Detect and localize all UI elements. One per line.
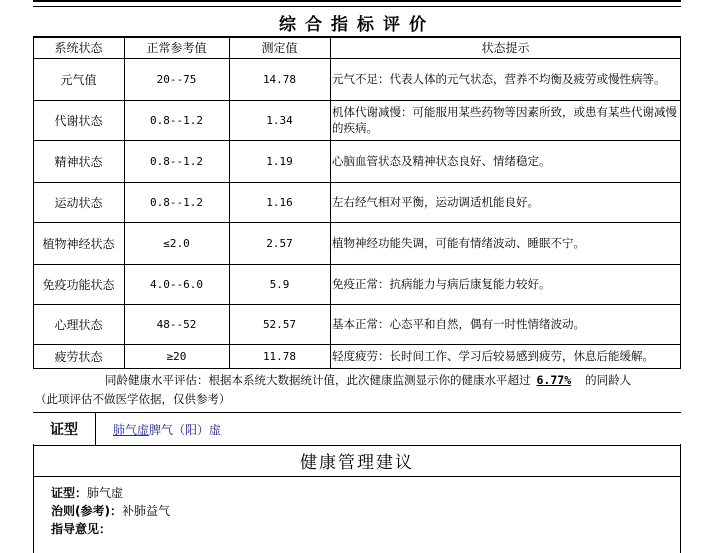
measured-value: 1.16 [266, 195, 293, 209]
syndrome-row [33, 412, 681, 446]
status-tip: 免疫正常：抗病能力与病后康复能力较好。 [332, 277, 551, 291]
measured-value: 52.57 [262, 317, 297, 331]
reference-value: ≤2.0 [163, 236, 190, 250]
system-name: 免疫功能状态 [42, 277, 115, 292]
reference-value: 0.8--1.2 [150, 154, 203, 168]
summary-note: （此项评估不做医学依据，仅供参考） [35, 392, 231, 406]
measured-value: 1.19 [266, 154, 293, 168]
measured-value: 1.34 [266, 113, 293, 127]
syndrome-link[interactable]: 肺气虚 [113, 422, 150, 437]
top-border [33, 0, 681, 2]
status-tip: 植物神经功能失调，可能有情绪波动、睡眠不宁。 [332, 236, 585, 250]
measured-value: 11.78 [262, 349, 297, 363]
reference-value: 48--52 [156, 317, 197, 331]
status-tip: 元气不足：代表人体的元气状态，营养不均衡及疲劳或慢性病等。 [332, 72, 666, 86]
reference-value: 4.0--6.0 [150, 277, 203, 291]
table-row-line [33, 368, 681, 369]
syndrome-value [113, 413, 221, 445]
status-tip: 机体代谢减慢：可能服用某些药物等因素所致，或患有某些代谢减慢的疾病。 [332, 105, 677, 135]
measured-value: 14.78 [262, 72, 297, 86]
report-frame [33, 0, 681, 553]
status-tip: 心脑血管状态及精神状态良好、情绪稳定。 [332, 154, 551, 168]
reference-value: 20--75 [156, 72, 197, 86]
column-header: 系统状态 [54, 40, 103, 55]
measured-value: 2.57 [266, 236, 293, 250]
measured-value: 5.9 [269, 277, 290, 291]
reference-value: 0.8--1.2 [150, 195, 203, 209]
advice-treatment-value: 补肺益气 [121, 504, 170, 518]
summary-percent: 6.77% [536, 373, 572, 387]
system-name: 运动状态 [54, 195, 103, 210]
system-name: 元气值 [60, 72, 97, 87]
summary-suffix: 的同龄人 [585, 373, 632, 387]
column-header: 状态提示 [481, 40, 530, 55]
status-tip: 左右经气相对平衡，运动调适机能良好。 [332, 195, 539, 209]
reference-value: ≥20 [166, 349, 187, 363]
report-title: 综合指标评价 [33, 6, 681, 38]
summary-prefix: 同龄健康水平评估：根据本系统大数据统计值，此次健康监测显示你的健康水平超过 [105, 373, 531, 387]
column-header: 正常参考值 [146, 40, 207, 55]
syndrome-rest: 脾气（阳）虚 [149, 422, 222, 437]
system-name: 代谢状态 [54, 113, 103, 128]
status-tip: 轻度疲劳：长时间工作、学习后较易感到疲劳，休息后能缓解。 [332, 349, 654, 363]
advice-title: 健康管理建议 [33, 444, 681, 477]
advice-syndrome-value: 肺气虚 [87, 486, 124, 500]
health-summary [35, 371, 681, 409]
reference-value: 0.8--1.2 [150, 113, 203, 127]
column-header: 测定值 [261, 40, 298, 55]
syndrome-label: 证型 [33, 413, 96, 445]
system-name: 植物神经状态 [42, 236, 115, 251]
system-name: 疲劳状态 [54, 349, 103, 364]
advice-syndrome-label: 证型： [51, 486, 88, 500]
status-tip: 基本正常：心态平和自然，偶有一时性情绪波动。 [332, 317, 585, 331]
system-name: 精神状态 [54, 154, 103, 169]
advice-guidance-label: 指导意见： [51, 522, 112, 536]
advice-body [51, 484, 170, 538]
advice-treatment-label: 治则(参考)： [51, 504, 122, 518]
system-name: 心理状态 [54, 317, 103, 332]
